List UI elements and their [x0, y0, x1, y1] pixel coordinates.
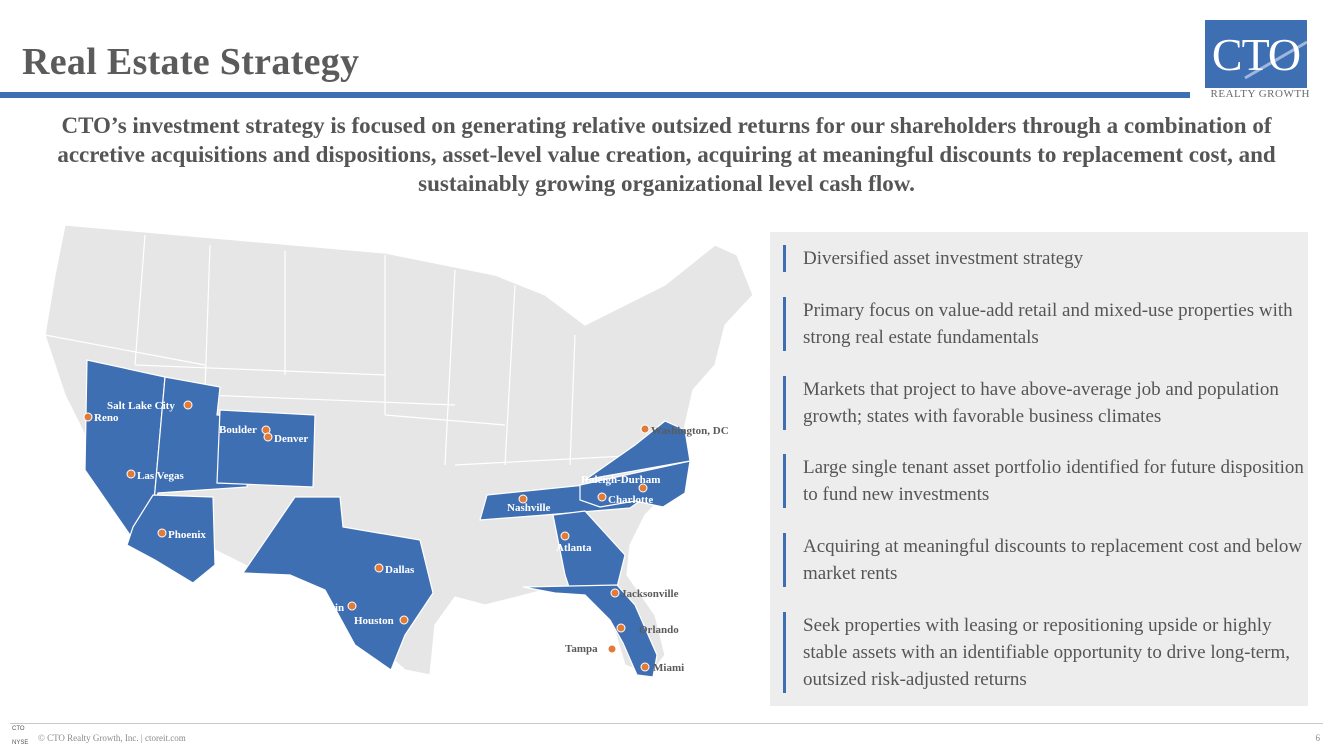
footer-divider — [10, 723, 1323, 724]
city-label: Nashville — [507, 502, 551, 514]
city-marker-dot — [264, 433, 272, 441]
city-marker-dot — [84, 413, 92, 421]
city-label: Dallas — [385, 564, 415, 576]
intro-statement: CTO’s investment strategy is focused on generating relative outsized returns for our shareholders through a combination of accretive acquisitions and dispositions, asset-level value creation, acquiring at meaningful discounts to replacement cost, and sustainably growing organizational level cash flow. — [57, 113, 1276, 196]
city-marker-dot — [158, 529, 166, 537]
strategy-bullet: Seek properties with leasing or repositioning upside or highly stable assets with an identifiable opportunity to drive long-term, outsized risk-adjusted returns — [783, 612, 1308, 693]
title-underline — [0, 92, 1190, 98]
footer-logo-line2: NYSE — [12, 740, 29, 746]
footer-logo — [12, 726, 28, 747]
city-marker-dot — [641, 425, 649, 433]
city-label: Las Vegas — [137, 470, 184, 482]
logo-subtitle: REALTY GROWTH — [1210, 88, 1310, 100]
city-marker-dot — [608, 645, 616, 653]
city-marker-dot — [184, 401, 192, 409]
city-marker-dot — [617, 624, 625, 632]
city-label: Tampa — [565, 643, 598, 655]
city-marker-dot — [348, 602, 356, 610]
page-number: 6 — [1315, 733, 1320, 743]
city-marker-dot — [127, 470, 135, 478]
state-colorado — [217, 410, 315, 487]
city-label: Phoenix — [168, 529, 206, 541]
cto-logo — [1205, 20, 1307, 88]
city-label: Jacksonville — [621, 588, 679, 600]
city-marker-dot — [400, 616, 408, 624]
footer-copyright: © CTO Realty Growth, Inc. | ctoreit.com — [38, 733, 186, 743]
city-marker-dot — [641, 663, 649, 671]
strategy-panel — [770, 232, 1308, 706]
us-map — [25, 215, 760, 685]
city-label: Austin — [313, 602, 345, 614]
city-label: Washington, DC — [651, 425, 729, 437]
strategy-bullet: Diversified asset investment strategy — [783, 245, 1308, 272]
city-label: Raleigh-Durham — [581, 474, 661, 486]
city-label: Miami — [653, 662, 685, 674]
city-label: Orlando — [639, 624, 679, 636]
city-marker-dot — [611, 589, 619, 597]
footer-logo-line1: CTO — [12, 726, 25, 732]
logo-text: CTO — [1211, 28, 1301, 80]
strategy-bullet: Primary focus on value-add retail and mixed-use properties with strong real estate fundamentals — [783, 297, 1308, 351]
city-label: Reno — [94, 412, 119, 424]
city-marker-dot — [375, 564, 383, 572]
city-label: Denver — [274, 433, 309, 445]
strategy-bullet: Acquiring at meaningful discounts to replacement cost and below market rents — [783, 533, 1308, 587]
strategy-bullet: Large single tenant asset portfolio identified for future disposition to fund new investments — [783, 454, 1308, 508]
city-label: Houston — [354, 615, 394, 627]
city-label: Charlotte — [608, 494, 654, 506]
city-label: Salt Lake City — [107, 400, 175, 412]
page-title: Real Estate Strategy — [22, 41, 360, 83]
city-marker-dot — [598, 493, 606, 501]
strategy-bullet: Markets that project to have above-average job and population growth; states with favorable business climates — [783, 376, 1308, 430]
city-marker-dot — [561, 532, 569, 540]
city-label: Boulder — [219, 424, 257, 436]
city-label: Atlanta — [556, 542, 592, 554]
